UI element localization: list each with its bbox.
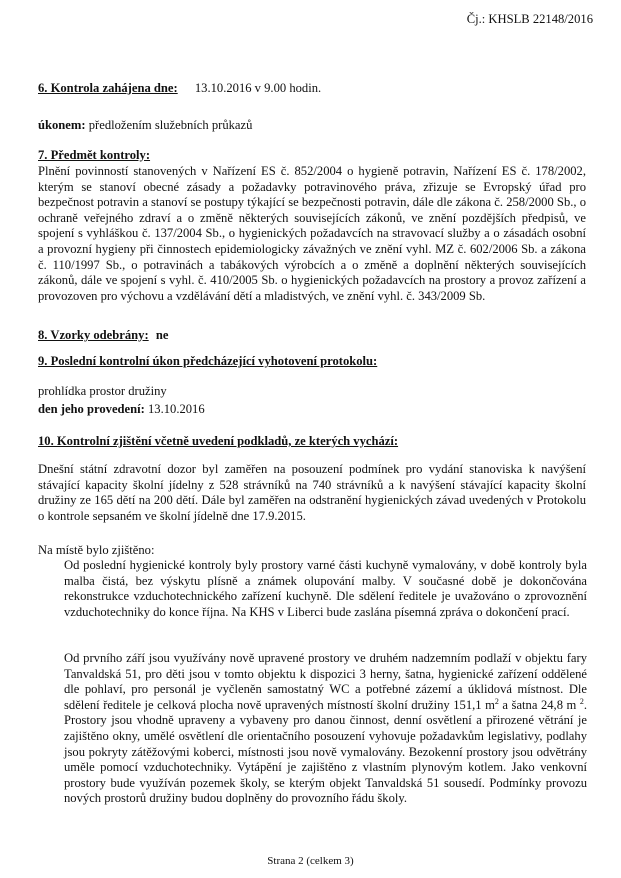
act-label: úkonem: — [38, 118, 86, 132]
act-text: předložením služebních průkazů — [85, 118, 253, 132]
sup-1: 2 — [494, 696, 499, 706]
section-6-date: 13.10.2016 v 9.00 hodin. — [194, 81, 322, 95]
section-6-act — [38, 118, 252, 133]
section-10-intro: Dnešní státní zdravotní dozor byl zaměřen na posouzení podmínek pro vydání stanoviska k navýšení stávající kapacity školní jídelny z 528 strávníků na 740 strávníků a k navýšení stávající kapacity školní družiny ze 165 dětí na 200 dětí. Dále byl zaměřen na odstranění hygienických závad uvedených v Protokolu o kontrole sepsaném ve školní jídelně dne 17.9.2015. — [38, 462, 586, 523]
page-footer: Strana 2 (celkem 3) — [267, 855, 354, 867]
section-8 — [38, 328, 168, 343]
para2-part2: a šatna 24,8 m — [498, 697, 580, 712]
finding-paragraph-2 — [64, 651, 587, 807]
last-act: prohlídka prostor družiny — [38, 384, 167, 398]
last-act-date — [38, 402, 205, 417]
section-8-heading: 8. Vzorky odebrány: — [38, 328, 149, 342]
last-act-date-label: den jeho provedení: — [38, 402, 145, 416]
document-reference: Čj.: KHSLB 22148/2016 — [466, 12, 593, 26]
para2-part1: Od prvního září jsou využívány nově upravené prostory ve druhém nadzemním podlaží v objektu fary Tanvaldská 51, pro děti jsou v tomto objektu k dispozici 3 herny, šatna, hygienické zařízení oddělené dle pohlaví, pro personál je vyčleněn samostatný WC a potřebné zázemí a úklidová místnost. Dle sdělení ředitele je celková plocha nově upravených místností školní družiny 151,1 m — [64, 651, 587, 712]
para2-part3: . Prostory jsou vhodně upraveny a vybaveny pro danou činnost, denní osvětlení a přirozené větrání je zajištěno okny, umělé osvětlení dle orientačního posouzení vyhovuje požadavkům legislativy, podlahy jsou pokryty zátěžovými koberci, místnosti jsou nově vymalovány. Bezokenní prostory jsou odvětrány uměle pomocí vzduchotechniky. Vytápění je zajištěno z vlastním plynovým kotlem. Jako venkovní prostory bude využíván pozemek školy, se kterým objekt Tanvaldská 51 sousedí. Podmínky provozu nových prostorů družiny budou doplněny do provozního řádu školy. — [64, 697, 587, 806]
sup-2: 2 — [579, 696, 584, 706]
last-act-date-value: 13.10.2016 — [144, 402, 205, 416]
samples-value: ne — [155, 328, 169, 342]
section-6-heading: 6. Kontrola zahájena dne: — [38, 81, 178, 95]
section-7-heading: 7. Předmět kontroly: — [38, 148, 151, 162]
finding-paragraph-1: Od poslední hygienické kontroly byly prostory varné části kuchyně vymalovány, v době kontroly byla malba čistá, bez výskytu plísně a známek olupování malby. V současné době je dokončována rekonstrukce vzduchotechnického zařízení kuchyně. Dle sdělení ředitele je uvažováno o zprovoznění vzduchotechniky do konce října. Na KHS v Liberci bude zaslána písemná zpráva o dokončení prací. — [64, 558, 587, 619]
section-7-text: Plnění povinností stanovených v Nařízení ES č. 852/2004 o hygieně potravin, Nařízení ES č. 178/2002, kterým se stanoví obecné zásady a požadavky potravinového práva, zřizuje se Evropský úřad pro bezpečnost potravin a stanoví se postupy týkající se bezpečnosti potravin, dále dle zákona č. 258/2000 Sb., o ochraně veřejného zdraví a o změně některých souvisejících zákonů, ve znění pozdějších předpisů, ve spojení s vyhláškou č. 137/2004 Sb., o hygienických požadavcích na stravovací služby a o zásadách osobní a provozní hygieny při činnostech epidemiologicky závažných ve znění vyhl. MZ č. 602/2006 Sb. a zákona č. 110/1997 Sb., o potravinách a tabákových výrobcích a o změně a doplnění některých souvisejících zákonů, dále ve spojení s vyhl. č. 410/2005 Sb. o hygienických požadavcích na prostory a provoz zařízení a provozoven pro výchovu a vzdělávání dětí a mladistvých, ve znění vyhl. č. 343/2009 Sb. — [38, 164, 586, 303]
found-label: Na místě bylo zjištěno: — [38, 543, 155, 557]
section-10-heading: 10. Kontrolní zjištění včetně uvedení podkladů, ze kterých vychází: — [38, 434, 399, 448]
section-9-heading: 9. Poslední kontrolní úkon předcházející vyhotovení protokolu: — [38, 354, 378, 368]
section-6 — [38, 81, 321, 96]
